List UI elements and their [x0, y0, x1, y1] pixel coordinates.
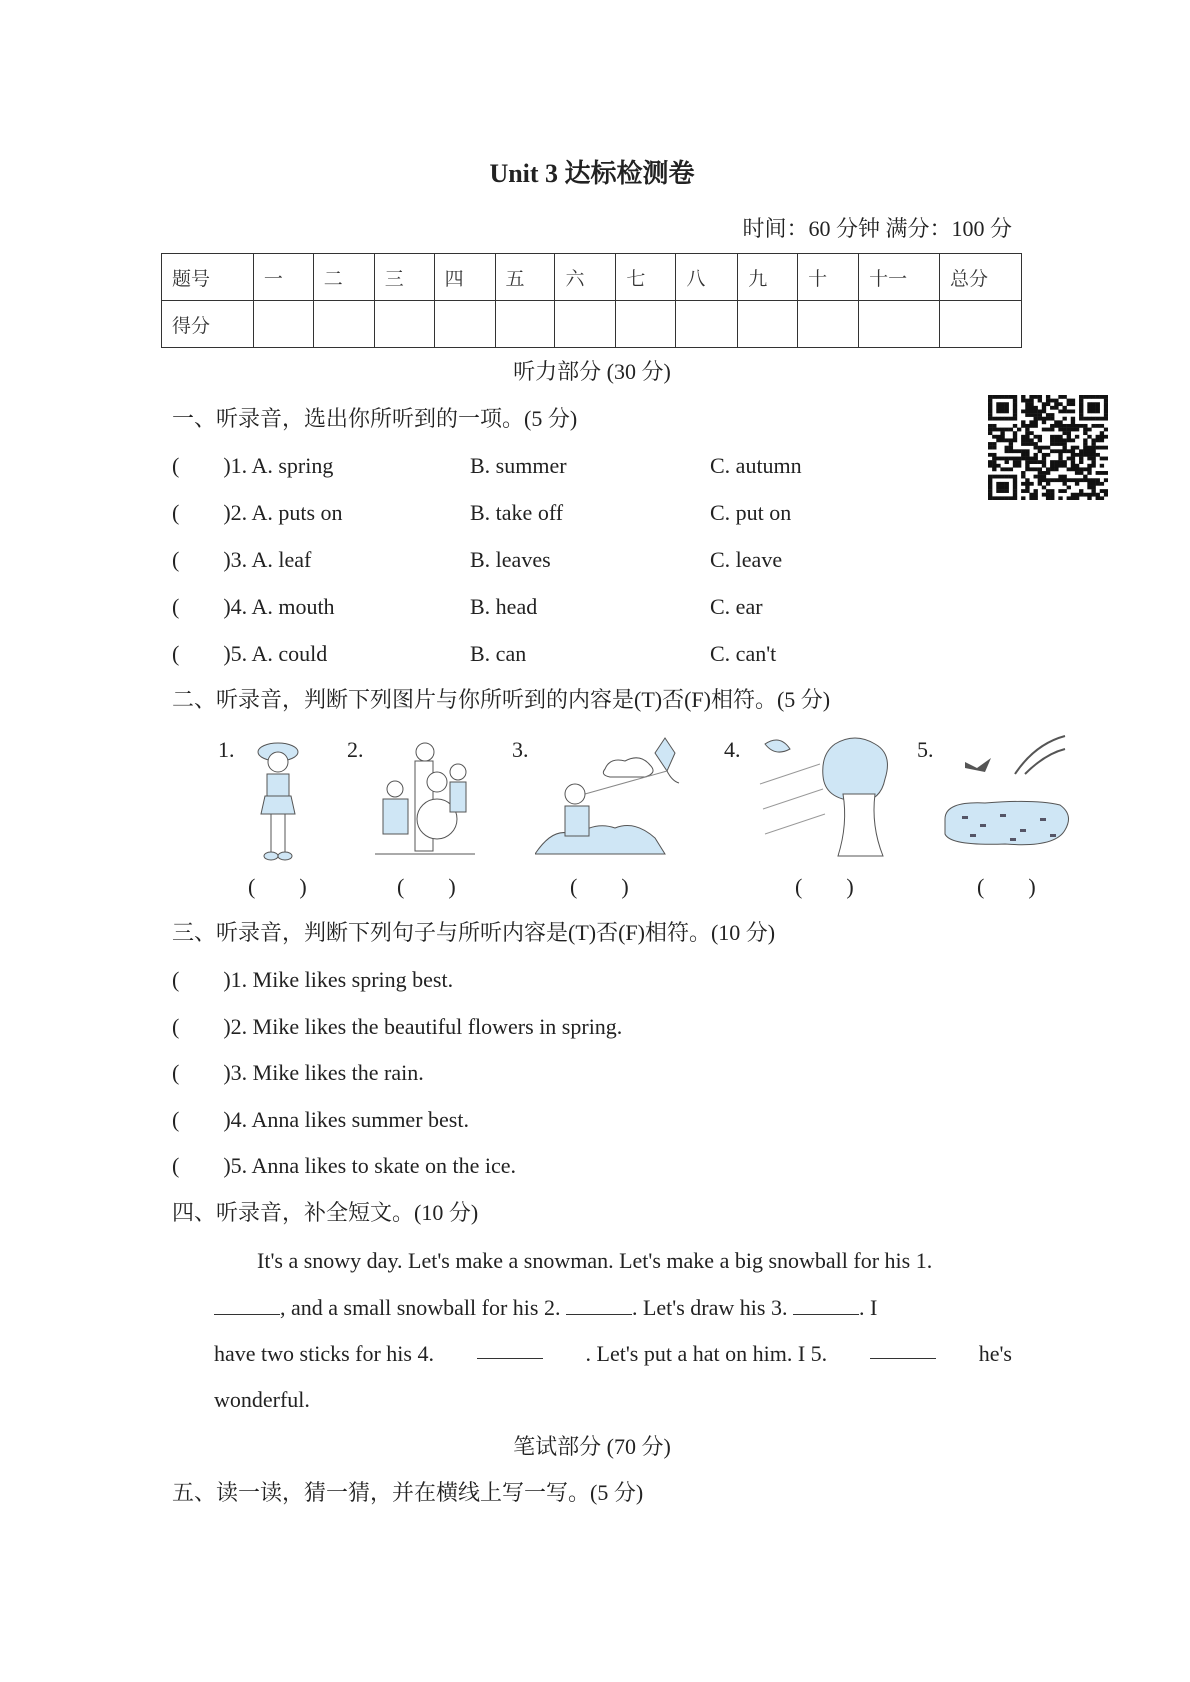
picture-4-answer[interactable]: ( ) — [795, 874, 854, 899]
score-cell[interactable] — [798, 301, 859, 348]
true-false-item: ( )2. Mike likes the beautiful flowers in spring. — [172, 1013, 623, 1039]
passage-text: . I — [858, 1295, 878, 1320]
table-header-cell: 六 — [555, 254, 616, 301]
score-cell[interactable] — [939, 301, 1021, 348]
score-table-score-row — [162, 301, 1022, 348]
birds-pond-picture — [940, 734, 1075, 864]
option-b: B. summer — [470, 453, 567, 478]
blank-2[interactable] — [566, 1296, 632, 1315]
score-cell[interactable] — [616, 301, 676, 348]
picture-5-answer[interactable]: ( ) — [977, 874, 1036, 899]
blank-1[interactable] — [214, 1296, 280, 1315]
blank-4[interactable] — [477, 1340, 543, 1359]
snowman-picture — [375, 734, 475, 864]
passage-text: he's — [978, 1341, 1012, 1366]
score-row-label: 得分 — [162, 301, 254, 348]
score-cell[interactable] — [313, 301, 374, 348]
section5-heading: 五、读一读，猜一猜，并在横线上写一写。(5 分) — [172, 1480, 644, 1505]
passage-text: , and a small snowball for his 2. — [280, 1295, 561, 1320]
table-header-cell: 九 — [738, 254, 798, 301]
passage-line-2 — [214, 1294, 1012, 1322]
option-b: B. head — [470, 594, 538, 619]
picture-2-number: 2. — [347, 737, 364, 762]
kite-picture — [535, 734, 695, 864]
score-cell[interactable] — [253, 301, 313, 348]
score-table-header-row — [162, 254, 1022, 301]
passage-text: . Let's draw his 3. — [631, 1295, 788, 1320]
option-c: C. leave — [710, 547, 783, 572]
blank-5[interactable] — [870, 1340, 936, 1359]
score-cell[interactable] — [676, 301, 738, 348]
true-false-item: ( )3. Mike likes the rain. — [172, 1060, 424, 1085]
option-c: C. ear — [710, 594, 763, 619]
table-header-cell: 七 — [616, 254, 676, 301]
picture-5-number: 5. — [917, 737, 934, 762]
writing-heading: 笔试部分 (70 分) — [513, 1434, 671, 1459]
score-cell[interactable] — [434, 301, 495, 348]
table-header-cell: 十一 — [859, 254, 940, 301]
passage-line-1: It's a snowy day. Let's make a snowman. Let's make a big snowball for his 1. — [257, 1248, 933, 1273]
picture-3-number: 3. — [512, 737, 529, 762]
page-title: Unit 3 达标检测卷 — [489, 159, 695, 188]
true-false-item: ( )1. Mike likes spring best. — [172, 967, 454, 992]
picture-2-answer[interactable]: ( ) — [397, 874, 456, 899]
picture-1-answer[interactable]: ( ) — [248, 874, 307, 899]
option-c: C. can't — [710, 641, 777, 666]
table-header-cell: 十 — [798, 254, 859, 301]
table-header-cell: 四 — [434, 254, 495, 301]
table-header-cell: 三 — [374, 254, 434, 301]
time-info: 时间：60 分钟 满分：100 分 — [742, 216, 1012, 241]
section4-heading: 四、听录音，补全短文。(10 分) — [172, 1200, 479, 1225]
score-cell[interactable] — [495, 301, 555, 348]
table-header-cell: 题号 — [162, 254, 254, 301]
score-cell[interactable] — [859, 301, 940, 348]
table-header-cell: 八 — [676, 254, 738, 301]
passage-line-4: wonderful. — [214, 1387, 310, 1412]
score-cell[interactable] — [555, 301, 616, 348]
option-c: C. put on — [710, 500, 792, 525]
score-table — [161, 253, 1022, 348]
question-option-a: ( )3. A. leaf — [172, 547, 312, 572]
option-b: B. take off — [470, 500, 564, 525]
table-header-cell: 总分 — [939, 254, 1021, 301]
picture-3-answer[interactable]: ( ) — [570, 874, 629, 899]
qr-code — [988, 395, 1108, 500]
passage-text: . Let's put a hat on him. I 5. — [585, 1341, 828, 1366]
section1-heading: 一、听录音，选出你所听到的一项。(5 分) — [172, 406, 578, 431]
option-b: B. leaves — [470, 547, 551, 572]
true-false-item: ( )4. Anna likes summer best. — [172, 1106, 469, 1132]
listening-heading: 听力部分 (30 分) — [513, 359, 671, 384]
question-option-a: ( )5. A. could — [172, 641, 328, 666]
windy-tree-picture — [755, 734, 905, 864]
table-header-cell: 五 — [495, 254, 555, 301]
option-c: C. autumn — [710, 453, 802, 478]
true-false-item: ( )5. Anna likes to skate on the ice. — [172, 1153, 516, 1178]
section3-heading: 三、听录音，判断下列句子与所听内容是(T)否(F)相符。(10 分) — [172, 920, 776, 945]
picture-4-number: 4. — [724, 737, 741, 762]
table-header-cell: 一 — [253, 254, 313, 301]
question-option-a: ( )4. A. mouth — [172, 594, 335, 619]
passage-line-3 — [214, 1340, 1012, 1368]
score-cell[interactable] — [374, 301, 434, 348]
passage-text: have two sticks for his 4. — [214, 1341, 434, 1366]
question-option-a: ( )2. A. puts on — [172, 500, 343, 525]
table-header-cell: 二 — [313, 254, 374, 301]
blank-3[interactable] — [793, 1296, 859, 1315]
picture-1-number: 1. — [218, 737, 235, 762]
section2-heading: 二、听录音，判断下列图片与你所听到的内容是(T)否(F)相符。(5 分) — [172, 687, 831, 712]
question-option-a: ( )1. A. spring — [172, 453, 334, 478]
girl-picture — [245, 734, 315, 864]
option-b: B. can — [470, 641, 527, 666]
score-cell[interactable] — [738, 301, 798, 348]
